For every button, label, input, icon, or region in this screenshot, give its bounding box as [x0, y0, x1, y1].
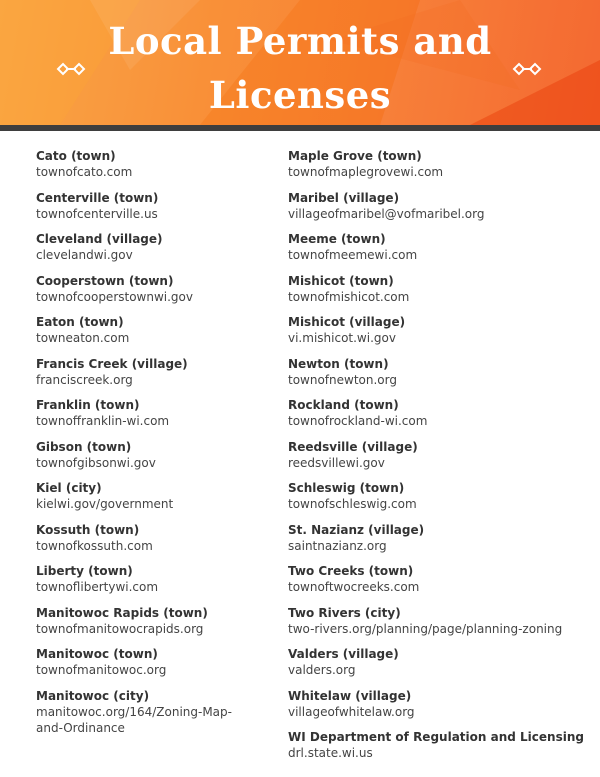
municipality-name: Liberty (town) [36, 564, 133, 578]
municipality-name: Mishicot (town) [288, 273, 394, 288]
municipality-name: Rockland (town) [288, 398, 399, 412]
municipality-name: Mishicot (village) [288, 315, 406, 329]
list-item [36, 480, 326, 522]
municipality-name: Centerville (town) [36, 190, 159, 205]
municipality-name: Cato (town) [36, 149, 116, 163]
municipality-url[interactable]: reedsvillewi.gov [288, 455, 385, 470]
municipality-name: Reedsville (village) [288, 439, 418, 454]
list-item [36, 605, 326, 647]
header-banner [0, 0, 600, 125]
list-item [36, 356, 326, 398]
list-item [36, 273, 326, 315]
municipality-name: Eaton (town) [36, 315, 124, 329]
list-item [36, 522, 326, 564]
list-item [288, 273, 588, 315]
list-item [288, 397, 588, 439]
municipality-name: Francis Creek (village) [36, 356, 188, 371]
municipality-url[interactable]: kielwi.gov/government [36, 497, 174, 511]
municipality-url[interactable]: townoftwocreeks.com [288, 580, 420, 594]
list-item [288, 729, 588, 771]
municipality-url[interactable]: franciscreek.org [36, 372, 133, 387]
municipality-url[interactable]: clevelandwi.gov [36, 248, 133, 262]
list-item [36, 231, 326, 273]
list-item [288, 439, 588, 481]
list-item [36, 688, 326, 735]
municipality-url[interactable]: valders.org [288, 663, 356, 677]
municipality-name: Franklin (town) [36, 398, 140, 412]
municipality-name: Schleswig (town) [288, 481, 405, 495]
list-item [36, 397, 326, 439]
list-item [288, 231, 588, 273]
diamond-link-ornament-icon [512, 62, 542, 76]
municipality-url[interactable]: townofmanitowoc.org [36, 663, 167, 677]
municipality-url[interactable]: townofkossuth.com [36, 538, 153, 553]
title-line-1: Local Permits and [108, 19, 492, 63]
municipality-url[interactable]: vi.mishicot.wi.gov [288, 331, 396, 345]
municipality-url[interactable]: towneaton.com [36, 331, 130, 345]
list-item [288, 522, 588, 564]
list-item [36, 646, 326, 688]
list-item [288, 480, 588, 522]
municipality-name: Whitelaw (village) [288, 688, 412, 703]
municipality-name: Manitowoc (city) [36, 688, 150, 703]
municipality-name: Gibson (town) [36, 439, 132, 454]
municipality-url[interactable]: manitowoc.org/164/Zoning-Map-and-Ordinance [36, 704, 232, 735]
municipality-url[interactable]: townofrockland-wi.com [288, 414, 428, 428]
municipality-url[interactable]: townofschleswig.com [288, 497, 417, 511]
municipality-url[interactable]: townofcooperstownwi.gov [36, 289, 193, 304]
list-item [36, 439, 326, 481]
municipality-url[interactable]: townofcato.com [36, 165, 133, 179]
municipality-url[interactable]: townofnewton.org [288, 372, 397, 387]
municipality-url[interactable]: villageofwhitelaw.org [288, 704, 415, 719]
list-item [288, 148, 588, 190]
list-item [288, 356, 588, 398]
municipality-name: Kossuth (town) [36, 522, 140, 537]
municipality-url[interactable]: townofcenterville.us [36, 206, 158, 221]
municipality-name: Kiel (city) [36, 481, 102, 495]
municipality-url[interactable]: townofmaplegrovewi.com [288, 165, 444, 179]
municipality-url[interactable]: townoffranklin-wi.com [36, 414, 170, 428]
municipality-name: Valders (village) [288, 647, 399, 661]
left-column [36, 148, 326, 735]
municipality-name: Manitowoc (town) [36, 647, 158, 661]
municipality-name: WI Department of Regulation and Licensing [288, 730, 584, 744]
header-divider [0, 125, 600, 131]
municipality-name: St. Nazianz (village) [288, 522, 425, 537]
page-title [0, 14, 600, 122]
municipality-name: Maribel (village) [288, 190, 400, 205]
list-item [288, 314, 588, 356]
municipality-url[interactable]: saintnazianz.org [288, 538, 387, 553]
list-item [36, 190, 326, 232]
diamond-link-ornament-icon [56, 62, 86, 76]
list-item [36, 563, 326, 605]
municipality-name: Meeme (town) [288, 232, 386, 246]
list-item [36, 314, 326, 356]
list-item [288, 646, 588, 688]
list-item [288, 688, 588, 730]
municipality-name: Two Rivers (city) [288, 605, 401, 620]
municipality-url[interactable]: townoflibertywi.com [36, 580, 159, 594]
municipality-url[interactable]: villageofmaribel@vofmaribel.org [288, 206, 485, 221]
list-item [288, 563, 588, 605]
municipality-name: Manitowoc Rapids (town) [36, 605, 208, 620]
municipality-name: Maple Grove (town) [288, 149, 422, 163]
right-column [288, 148, 588, 771]
municipality-name: Two Creeks (town) [288, 564, 414, 578]
municipality-url[interactable]: townofgibsonwi.gov [36, 455, 156, 470]
title-line-2: Licenses [208, 73, 392, 117]
municipality-url[interactable]: townofmeemewi.com [288, 248, 418, 262]
list-item [36, 148, 326, 190]
municipality-url[interactable]: townofmishicot.com [288, 289, 410, 304]
municipality-name: Cleveland (village) [36, 232, 163, 246]
municipality-url[interactable]: townofmanitowocrapids.org [36, 621, 204, 636]
list-item [288, 605, 588, 647]
list-item [288, 190, 588, 232]
municipality-name: Newton (town) [288, 356, 389, 371]
municipality-name: Cooperstown (town) [36, 273, 174, 288]
municipality-url[interactable]: drl.state.wi.us [288, 746, 373, 760]
municipality-url[interactable]: two-rivers.org/planning/page/planning-zoning [288, 621, 563, 636]
